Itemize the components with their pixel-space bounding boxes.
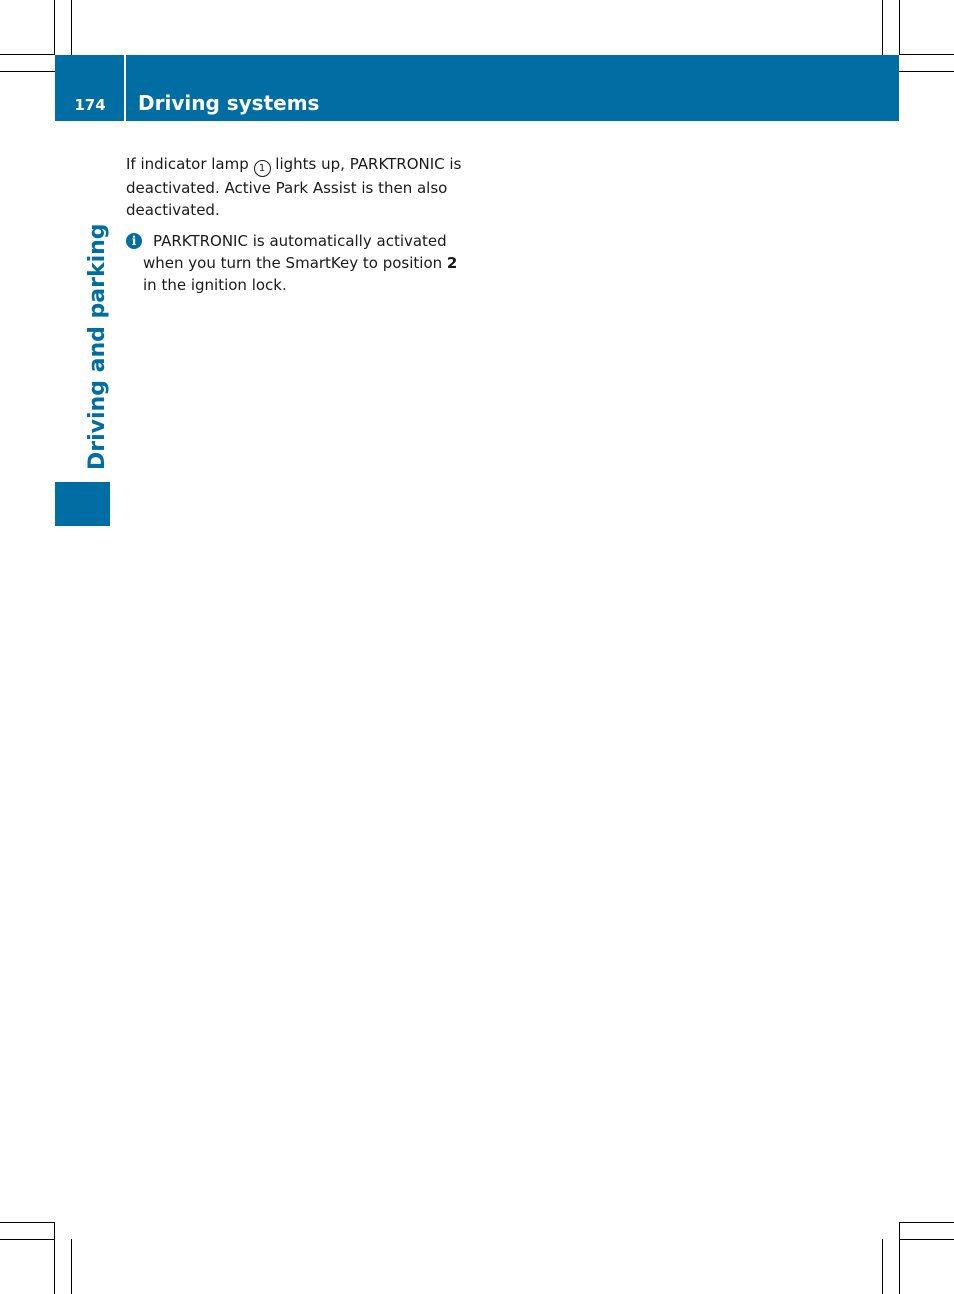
crop-mark <box>0 71 55 72</box>
chapter-tab-label: Driving and parking <box>85 223 110 470</box>
info-note <box>126 230 466 296</box>
crop-mark <box>71 1239 72 1294</box>
crop-mark <box>899 1239 954 1240</box>
crop-mark <box>882 1239 883 1294</box>
crop-mark <box>899 54 954 55</box>
note-text-end: in the ignition lock. <box>143 276 287 294</box>
crop-mark <box>899 71 954 72</box>
crop-mark <box>899 1222 954 1223</box>
body-paragraph <box>126 153 466 221</box>
paragraph-text-end: lights up, PARKTRONIC is deactivated. Active Park Assist is then also deactivated. <box>126 155 462 219</box>
section-title: Driving systems <box>138 91 320 115</box>
crop-mark <box>0 1222 55 1223</box>
info-icon: i <box>126 233 142 249</box>
crop-mark <box>882 0 883 55</box>
crop-mark <box>899 0 900 55</box>
chapter-tab-marker <box>55 482 110 526</box>
paragraph-text-start: If indicator lamp <box>126 155 254 173</box>
header-divider <box>124 55 126 121</box>
page-number: 174 <box>74 96 106 114</box>
crop-mark <box>0 1239 55 1240</box>
crop-mark <box>54 1222 55 1294</box>
crop-mark <box>71 0 72 55</box>
crop-mark <box>0 54 55 55</box>
callout-marker: 1 <box>254 160 271 177</box>
note-position-value: 2 <box>446 254 458 272</box>
note-text-start: PARKTRONIC is automatically activated when you turn the SmartKey to position <box>143 232 447 272</box>
crop-mark <box>899 1222 900 1294</box>
main-content <box>126 153 466 296</box>
crop-mark <box>54 0 55 55</box>
